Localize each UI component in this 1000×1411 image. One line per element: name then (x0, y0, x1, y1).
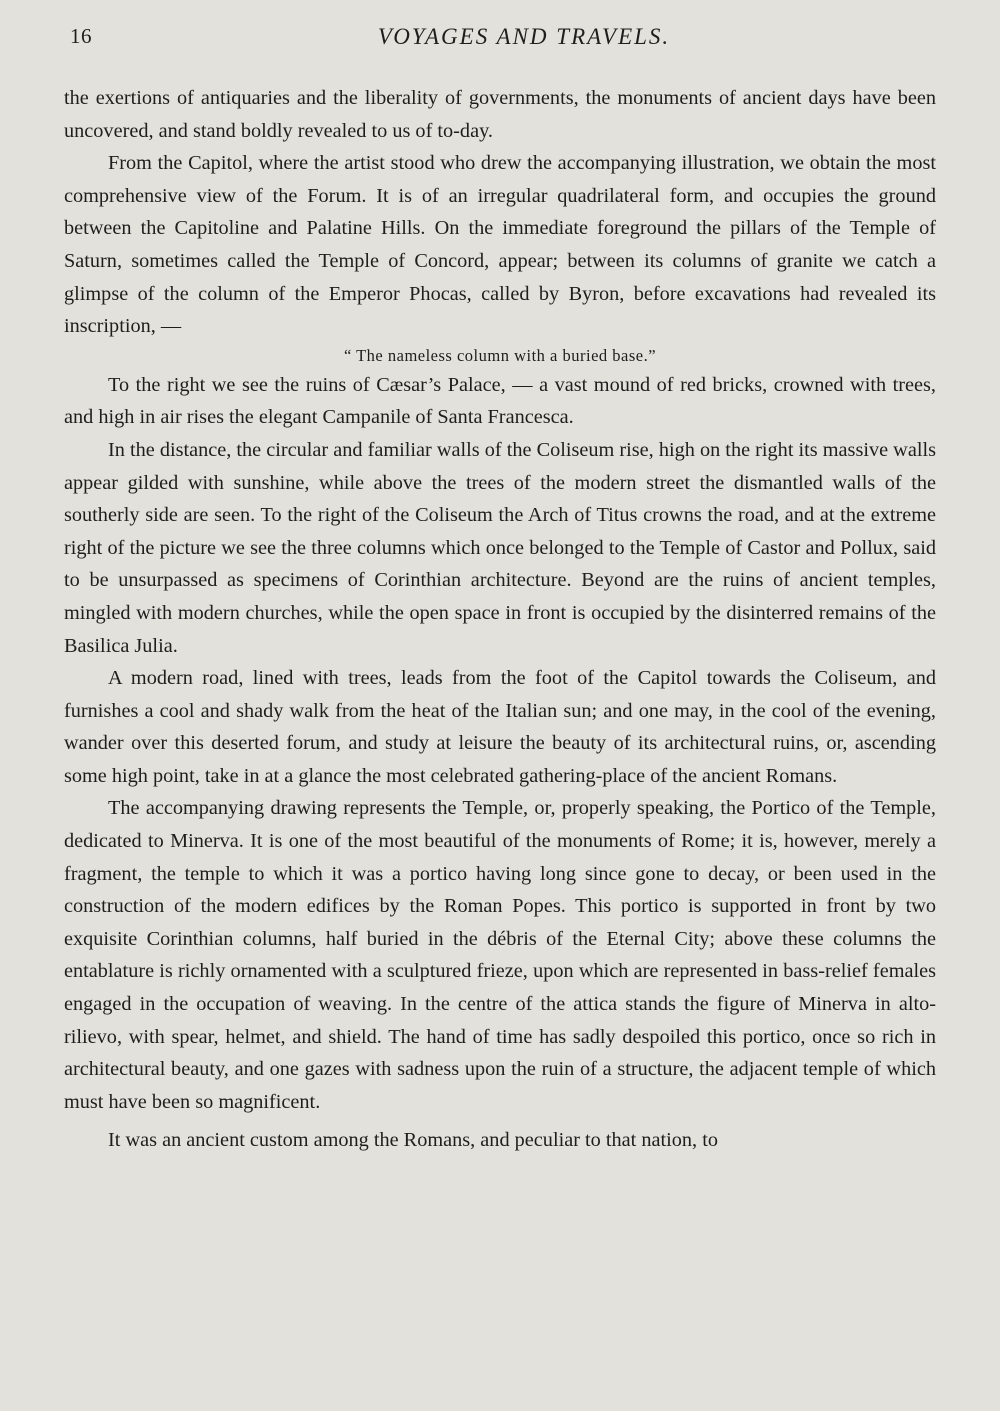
body-text (64, 82, 936, 1157)
page-header (70, 24, 938, 56)
paragraph-roman-custom: It was an ancient custom among the Romans, and peculiar to that nation, to (108, 1129, 718, 1152)
paragraph-caesars-palace: To the right we see the ruins of Cæsar’s Palace, — a vast mound of red bricks, crowned with trees, and high in air rises the elegant Campanile of Santa Francesca. (64, 373, 936, 429)
running-title: VOYAGES AND TRAVELS. (377, 24, 671, 49)
paragraph-temple-minerva: The accompanying drawing represents the Temple, or, properly speaking, the Portico of the Temple, dedicated to Minerva. It is one of the most beautiful of the monuments of Rome; it is, however, merely a fragment, the temple to which it was a portico having long since gone to decay, or been used in the construction of the modern edifices by the Roman Popes. This portico is supported in front by two exquisite Corinthian columns, half buried in the débris of the Eternal City; above these columns the entablature is richly ornamented with a sculptured frieze, upon which are represented in bass-relief females engaged in the occupation of weaving. In the centre of the attica stands the figure of Minerva in alto-rilievo, with spear, helmet, and shield. The hand of time has sadly despoiled this portico, once so rich in architectural beauty, and one gazes with sadness upon the ruin of a structure, the adjacent temple of which must have been so magnificent. (64, 797, 936, 1113)
paragraph-forum-view: From the Capitol, where the artist stood who drew the accompanying illustration, we obtain the most comprehensive view of the Forum. It is of an irregular quadrilateral form, and occupies the ground between the Capitoline and Palatine Hills. On the immediate foreground the pillars of the Temple of Saturn, sometimes called the Temple of Concord, appear; between its columns of granite we catch a glimpse of the column of the Emperor Phocas, called by Byron, before excavations had revealed its inscription, — (64, 152, 936, 338)
paragraph-modern-road: A modern road, lined with trees, leads from the foot of the Capitol towards the Coliseum, and furnishes a cool and shady walk from the heat of the Italian sun; and one may, in the cool of the evening, wander over this deserted forum, and study at leisure the beauty of its architectural ruins, or, ascending some high point, take in at a glance the most celebrated gathering-place of the ancient Romans. (64, 667, 936, 787)
paragraph-continued: the exertions of antiquaries and the liberality of governments, the monuments of ancient days have been uncovered, and stand boldly revealed to us of to-day. (64, 87, 936, 142)
byron-quote: “ The nameless column with a buried base.” (343, 345, 657, 365)
page-number: 16 (70, 24, 92, 48)
paragraph-coliseum: In the distance, the circular and familiar walls of the Coliseum rise, high on the right its massive walls appear gilded with sunshine, while above the trees of the modern street the dismantled walls of the southerly side are seen. To the right of the Coliseum the Arch of Titus crowns the road, and at the extreme right of the picture we see the three columns which once belonged to the Temple of Castor and Pollux, said to be unsurpassed as specimens of Corinthian architecture. Beyond are the ruins of ancient temples, mingled with modern churches, while the open space in front is occupied by the disinterred remains of the Basilica Julia. (64, 438, 936, 657)
